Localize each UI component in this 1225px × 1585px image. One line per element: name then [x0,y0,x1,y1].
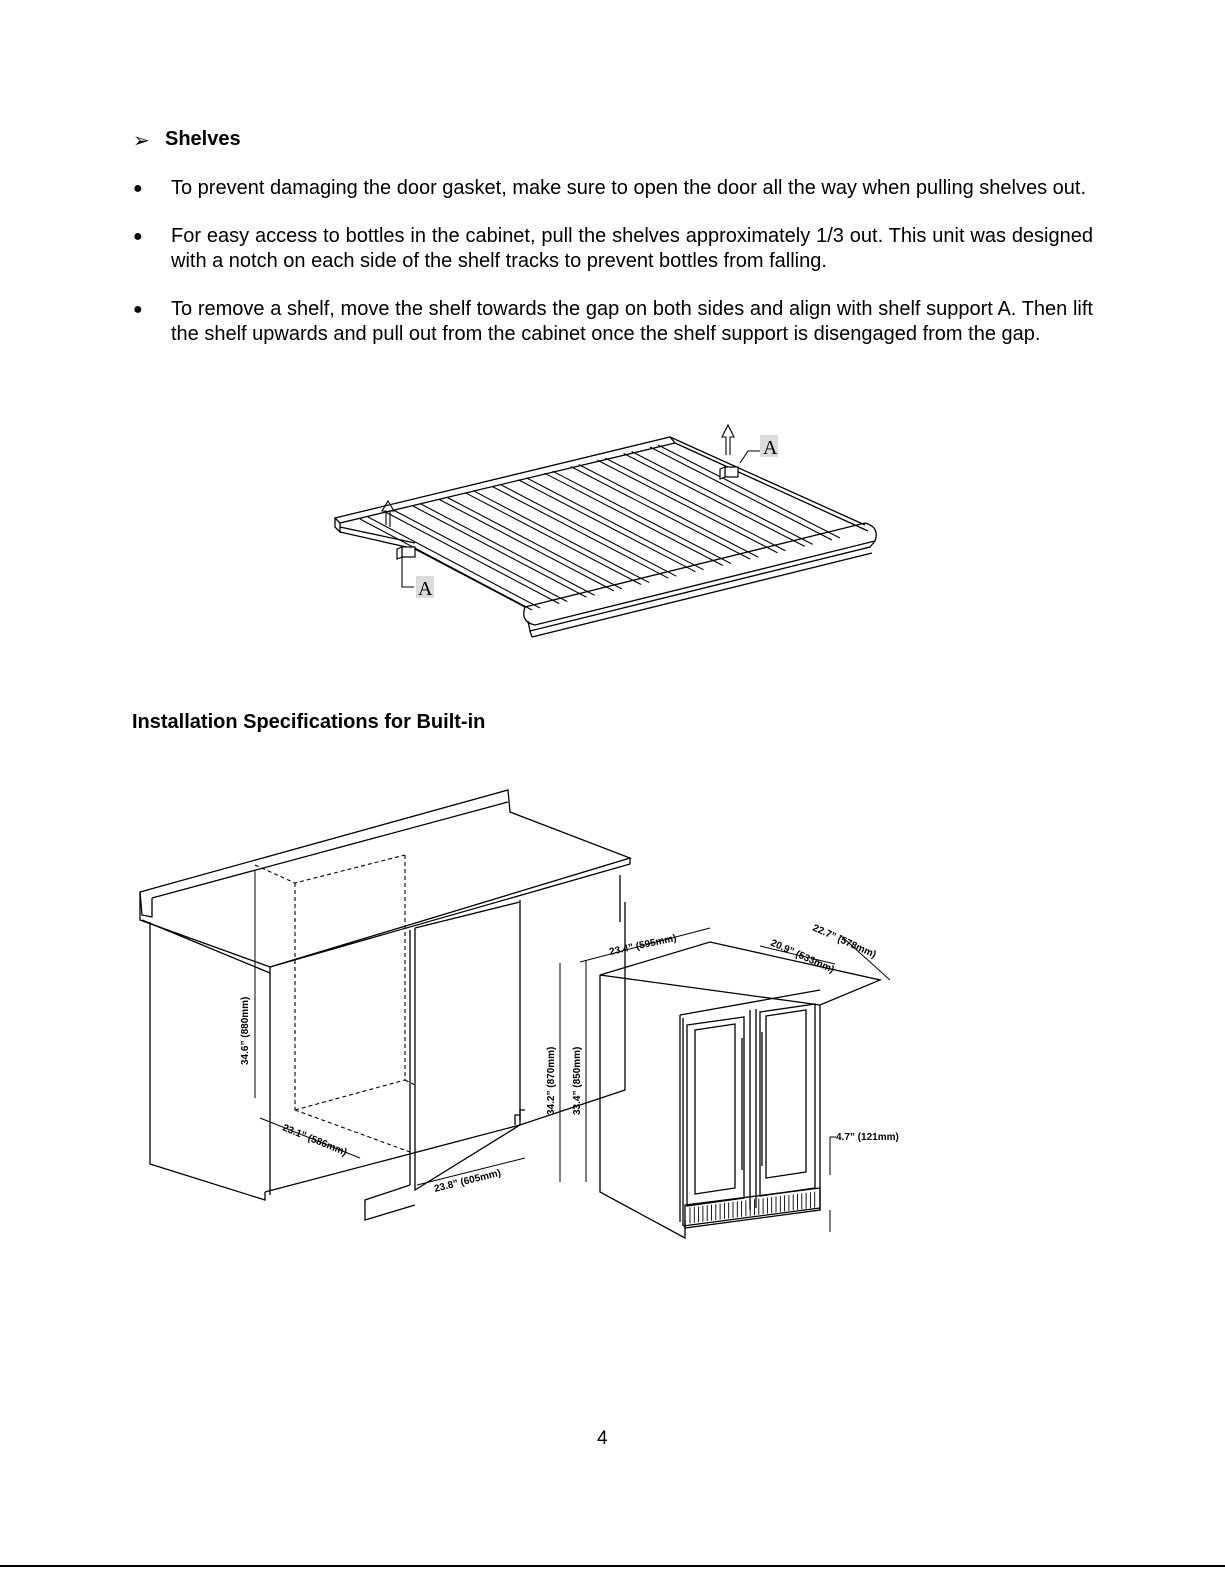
bullet-dot-icon: ● [133,301,143,318]
shelf-slat [650,445,840,540]
shelf-slat [597,458,785,553]
bullet-text: For easy access to bottles in the cabinet, pull the shelves approximately 1/3 out. This unit was designed with a notch on each side of the shelf tracks to prevent bottles from falling. [171,225,1093,272]
dim-unit-depth-body: 20.9” (533mm) [768,937,836,976]
list-item [133,224,1093,274]
shelf-slat [492,484,677,578]
shelf-slat [624,452,813,547]
dim-unit-height-min: 33.4” (850mm) [572,1046,583,1115]
shelf-slat [360,517,540,610]
bullet-dot-icon: ● [133,228,143,245]
list-item [133,176,1093,201]
shelves-heading: Shelves [165,128,241,150]
callout-a-top: A [763,437,778,459]
dim-unit-width: 23.4” (595mm) [608,932,678,958]
shelf-slat [518,478,703,572]
dim-leg-adjust: 4.7” (121mm) [836,1132,899,1143]
installation-heading: Installation Specifications for Built-in [132,711,486,733]
shelf-diagram [320,415,900,655]
dim-cabinet-width: 23.8” (605mm) [433,1167,503,1195]
list-item [133,297,1093,347]
section-marker-icon: ➢ [133,130,150,152]
bullet-text: To remove a shelf, move the shelf towards the gap on both sides and align with shelf support A. Then lift the shelf upwards and pull out from the cabinet once the shelf support is disengaged from the gap. [171,298,1093,345]
shelf-slat [571,465,758,559]
shelf-slat [545,471,731,565]
bullet-dot-icon: ● [133,180,143,197]
bottom-rule [0,1565,1225,1567]
dim-unit-depth-total: 22.7” (578mm) [810,922,878,961]
dim-cabinet-depth: 23.1” (586mm) [280,1122,349,1159]
callout-a-bottom: A [418,578,433,600]
bullet-text: To prevent damaging the door gasket, make sure to open the door all the way when pulling shelves out. [171,177,1087,199]
dim-unit-height-max: 34.2” (870mm) [546,1046,557,1115]
shelf-slat [465,491,649,585]
dim-cabinet-height: 34.6” (880mm) [240,996,251,1065]
installation-diagram [130,780,920,1250]
shelves-bullet-list [133,176,1093,370]
shelf-slat [413,504,595,597]
page-number: 4 [597,1428,608,1449]
